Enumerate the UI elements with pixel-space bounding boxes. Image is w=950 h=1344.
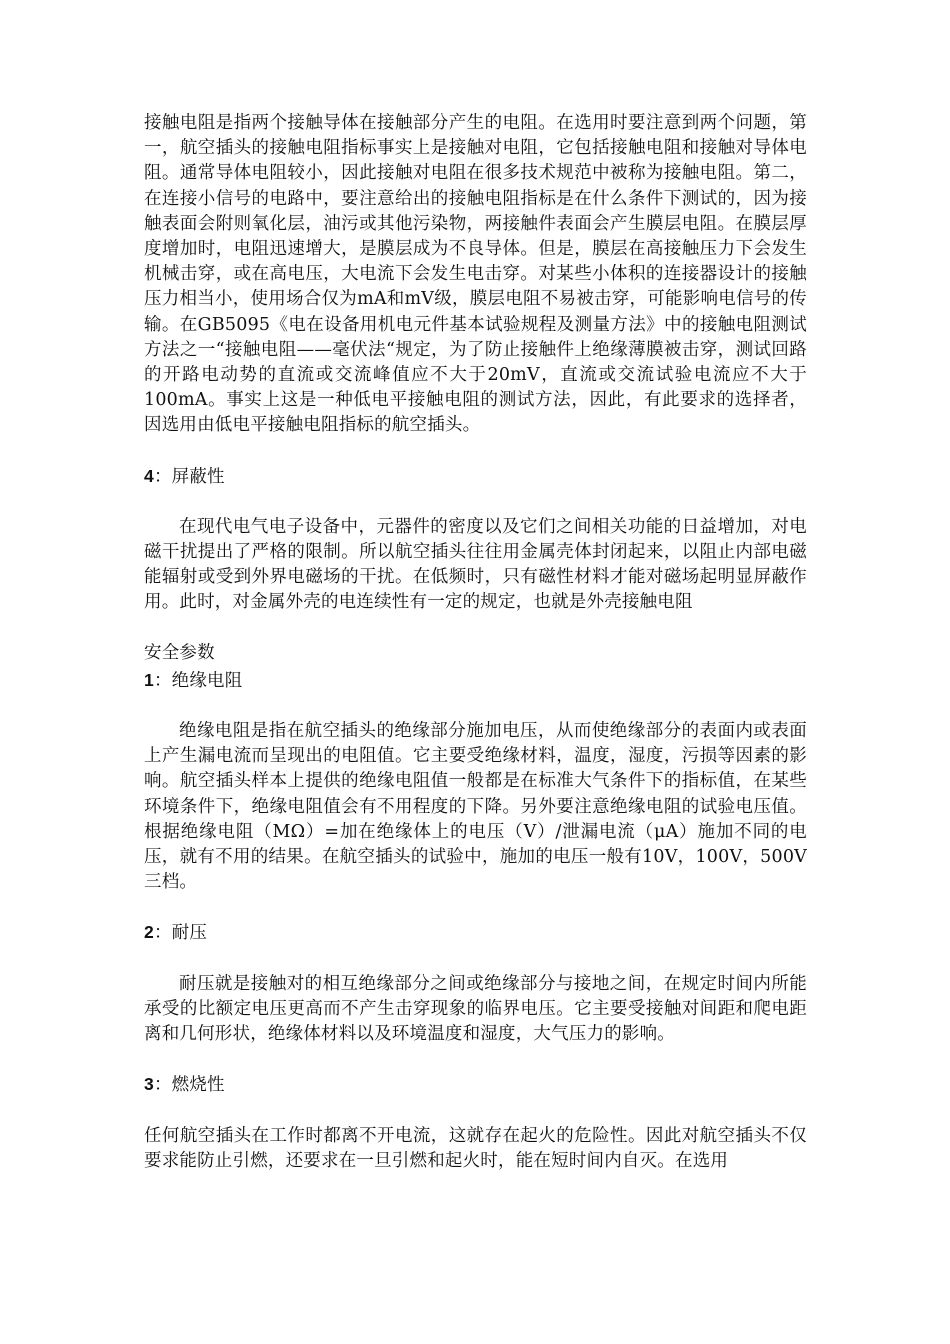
section-heading-insulation: [144, 668, 807, 694]
document-body: [144, 111, 807, 1174]
insulation-paragraph: 绝缘电阻是指在航空插头的绝缘部分施加电压，从而使绝缘部分的表面内或表面上产生漏电流而呈现出的电阻值。它主要受绝缘材料，温度，湿度，污损等因素的影响。航空插头样本上提供的绝缘电阻值一般都是在标准大气条件下的指标值，在某些环境条件下，绝缘电阻值会有不用程度的下降。另外要注意绝缘电阻的试验电压值。根据绝缘电阻（MΩ）=加在绝缘体上的电压（V）/泄漏电流（μA）施加不同的电压，就有不用的结果。在航空插头的试验中，施加的电压一般有10V，100V，500V三档。: [144, 721, 807, 893]
section-heading-shielding: [144, 464, 807, 490]
section-number: 1: [144, 669, 154, 690]
spacer: [144, 1099, 807, 1124]
flammability-paragraph: 任何航空插头在工作时都离不开电流，这就存在起火的危险性。因此对航空插头不仅要求能防止引燃，还要求在一旦引燃和起火时，能在短时间内自灭。在选用: [144, 1125, 807, 1171]
section-heading-flammability: [144, 1072, 807, 1098]
section-number: 4: [144, 465, 154, 486]
shielding-paragraph: 在现代电气电子设备中，元器件的密度以及它们之间相关功能的日益增加，对电磁干扰提出了严格的限制。所以航空插头往往用金属壳体封闭起来，以阻止内部电磁能辐射或受到外界电磁场的干扰。在低频时，只有磁性材料才能对磁场起明显屏蔽作用。此时，对金属外壳的电连续性有一定的规定，也就是外壳接触电阻: [144, 516, 807, 613]
spacer: [144, 1047, 807, 1072]
section-title: ：绝缘电阻: [153, 670, 243, 691]
section-number: 3: [144, 1074, 154, 1095]
section-number: 2: [144, 922, 154, 943]
safety-parameters-heading: 安全参数: [144, 642, 215, 663]
section-title: ：燃烧性: [153, 1075, 225, 1096]
section-title: ：耐压: [153, 923, 208, 944]
contact-resistance-paragraph: 接触电阻是指两个接触导体在接触部分产生的电阻。在选用时要注意到两个问题，第一，航空插头的接触电阻指标事实上是接触对电阻，它包括接触电阻和接触对导体电阻。通常导体电阻较小，因此接触对电阻在很多技术规范中被称为接触电阻。第二，在连接小信号的电路中，要注意给出的接触电阻指标是在什么条件下测试的，因为接触表面会附则氧化层，油污或其他污染物，两接触件表面会产生膜层电阻。在膜层厚度增加时，电阻迅速增大，是膜层成为不良导体。但是，膜层在高接触压力下会发生机械击穿，或在高电压，大电流下会发生电击穿。对某些小体积的连接器设计的接触压力相当小，使用场合仅为mA和mV级，膜层电阻不易被击穿，可能影响电信号的传输。在GB5095《电在设备用机电元件基本试验规程及测量方法》中的接触电阻测试方法之一“接触电阻——毫伏法“规定，为了防止接触件上绝缘薄膜被击穿，测试回路的开路电动势的直流或交流峰值应不大于20mV，直流或交流试验电流应不大于100mA。事实上这是一种低电平接触电阻的测试方法，因此，有此要求的选择者，因选用由低电平接触电阻指标的航空插头。: [144, 113, 807, 436]
withstand-paragraph: 耐压就是接触对的相互绝缘部分之间或绝缘部分与接地之间，在规定时间内所能承受的比额定电压更高而不产生击穿现象的临界电压。它主要受接触对间距和爬电距离和几何形状，绝缘体材料以及环境温度和湿度，大气压力的影响。: [144, 973, 807, 1045]
spacer: [144, 947, 807, 972]
spacer: [144, 895, 807, 920]
section-title: ：屏蔽性: [153, 466, 225, 487]
spacer: [144, 616, 807, 641]
spacer: [144, 439, 807, 464]
section-heading-withstand: [144, 920, 807, 946]
spacer: [144, 490, 807, 515]
spacer: [144, 694, 807, 719]
